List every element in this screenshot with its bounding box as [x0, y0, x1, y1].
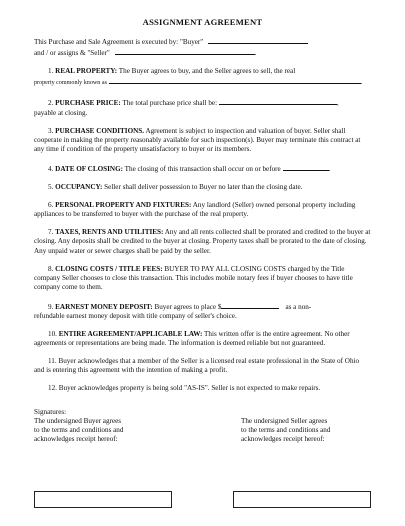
section-heading: DATE OF CLOSING:	[55, 164, 123, 173]
buyer-ack-line: acknowledges receipt hereof:	[34, 434, 118, 443]
buyer-ack-line: The undersigned Buyer agrees	[34, 416, 122, 425]
section-text: refundable earnest money deposit with title company of seller's choice.	[34, 311, 237, 320]
section-text: The closing of this transaction shall occur on or before	[124, 164, 281, 173]
section-personal-property	[34, 201, 371, 219]
section-number: 8.	[48, 264, 54, 273]
section-text: Buyer agrees to place $	[154, 302, 222, 311]
section-text: property commonly known as	[34, 80, 107, 87]
seller-signature-text	[241, 417, 371, 444]
section-number: 9.	[48, 302, 54, 311]
section-heading: PERSONAL PROPERTY AND FIXTURES:	[55, 201, 192, 210]
section-text: Any and all rents collected shall be prorated and credited to the buyer at closing. Any deposits shall be credited to the buyer at closing. Property taxes shall be prorated to the date of closing. Any unpaid water or sewer charges shall be paid by the seller.	[34, 228, 371, 255]
section-entire-agreement	[34, 330, 371, 348]
earnest-money-blank[interactable]	[221, 301, 279, 309]
signature-boxes	[34, 491, 371, 508]
section-number: 6.	[48, 201, 54, 210]
property-address-blank[interactable]	[109, 76, 363, 87]
section-number: 10.	[48, 330, 57, 339]
closing-date-blank[interactable]	[283, 163, 329, 171]
signatures-heading: Signatures:	[34, 407, 67, 416]
section-text: BUYER TO PAY ALL CLOSING COSTS charged by the Title company Seller chooses to close this transaction. This includes mobile notary fees if buyer chooses to have title company come to them.	[34, 264, 353, 291]
buyer-signature-box[interactable]	[34, 491, 172, 508]
section-heading: OCCUPANCY:	[55, 183, 103, 192]
purchase-price-blank[interactable]	[219, 97, 339, 108]
section-real-property	[34, 67, 371, 88]
section-text: Buyer acknowledges that a member of the Seller is a licensed real estate professional in the State of Ohio and is entering this agreement with the intention of making a profit.	[34, 357, 360, 375]
section-date-of-closing	[34, 163, 371, 174]
seller-ack-line: acknowledges receipt hereof:	[241, 434, 325, 443]
section-number: 2.	[48, 99, 54, 108]
section-number: 12.	[48, 384, 57, 393]
section-text: This written offer is the entire agreement. No other agreements or representations are being made. The information is deemed reliable but not guaranteed.	[34, 330, 350, 348]
section-text: The Buyer agrees to buy, and the Seller agrees to sell, the real	[118, 67, 296, 76]
buyer-ack-line: to the terms and conditions and	[34, 425, 124, 434]
seller-name-blank[interactable]	[115, 47, 257, 58]
section-number: 3.	[48, 126, 54, 135]
section-heading: TAXES, RENTS AND UTILITIES:	[55, 228, 164, 237]
section-taxes	[34, 228, 371, 255]
intro-line-2-end: .	[254, 49, 257, 58]
section-number: 5.	[48, 183, 54, 192]
section-heading: PURCHASE PRICE:	[55, 99, 121, 108]
intro-paragraph	[34, 36, 371, 58]
section-number: 7.	[48, 228, 54, 237]
signature-columns	[34, 417, 371, 444]
seller-ack-line: to the terms and conditions and	[241, 425, 331, 434]
section-heading: ENTIRE AGREEMENT/APPLICABLE LAW:	[58, 330, 203, 339]
section-licensed	[34, 357, 371, 375]
section-text: payable at closing.	[34, 108, 88, 117]
section-text: Agreement is subject to inspection and valuation of buyer. Seller shall cooperate in making the property reasonably available for such inspection(s). Buyer may terminate this contract at any time if condition of the property unsatisfactory to buyer or its members.	[34, 126, 361, 153]
section-text-end: ,	[336, 99, 339, 108]
buyer-signature-text	[34, 417, 154, 444]
section-heading: REAL PROPERTY:	[55, 67, 118, 76]
section-number: 1.	[48, 67, 54, 76]
section-text-end: .	[328, 164, 331, 173]
section-text: Seller shall deliver possession to Buyer no later than the closing date.	[104, 183, 303, 192]
document-title: ASSIGNMENT AGREEMENT	[142, 17, 263, 27]
section-text-end: .	[360, 78, 363, 87]
section-heading: CLOSING COSTS / TITLE FEES:	[55, 264, 163, 273]
section-heading: EARNEST MONEY DEPOSIT:	[55, 302, 153, 311]
seller-ack-line: The undersigned Seller agrees	[241, 416, 328, 425]
section-heading: PURCHASE CONDITIONS.	[55, 126, 145, 135]
seller-signature-box[interactable]	[233, 491, 371, 508]
section-number: 4.	[48, 164, 54, 173]
section-earnest-money	[34, 301, 371, 321]
section-purchase-price	[34, 97, 371, 117]
section-text: Any landlord (Seller) owned personal property including appliances to be transferred to buyer with the purchase of the real property.	[34, 201, 356, 219]
section-number: 11.	[48, 357, 57, 366]
section-text: Buyer acknowledges property is being sold "AS-IS". Seller is not expected to make repairs.	[58, 384, 321, 393]
section-occupancy	[34, 183, 371, 192]
section-purchase-conditions	[34, 127, 371, 154]
section-closing-costs	[34, 265, 371, 292]
section-as-is	[34, 384, 371, 393]
intro-line-1: This Purchase and Sale Agreement is executed by: "Buyer"	[34, 38, 204, 47]
section-text: as a non-	[285, 302, 312, 311]
section-text: The total purchase price shall be:	[122, 99, 218, 108]
buyer-name-blank[interactable]	[208, 36, 308, 44]
intro-line-2: and / or assigns & "Seller"	[34, 49, 110, 58]
